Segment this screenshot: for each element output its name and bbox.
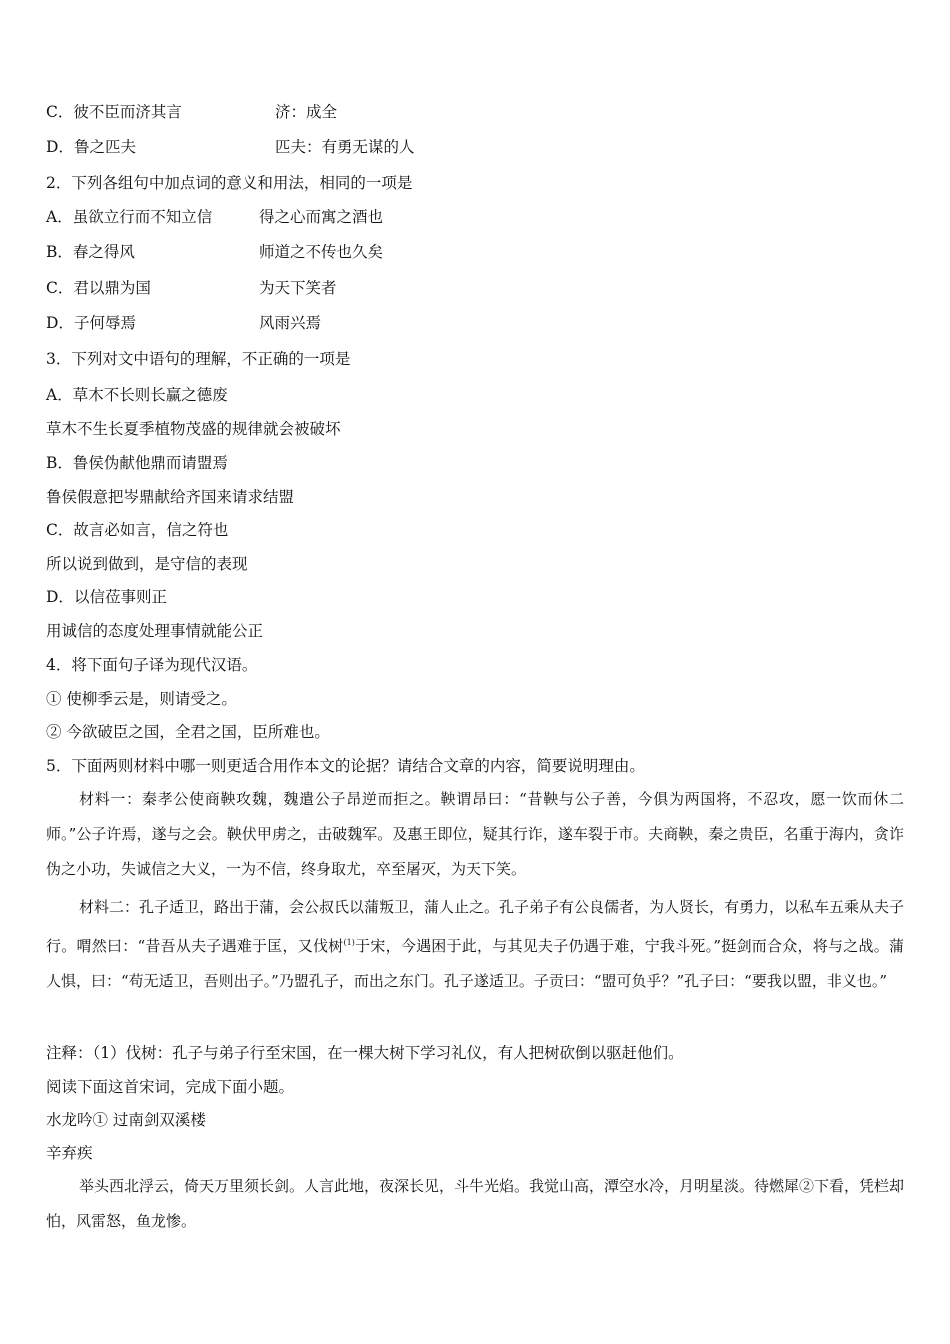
q3-stem: 3．下列对文中语句的理解，不正确的一项是 — [46, 350, 351, 368]
q3-option-b-label: B． — [46, 454, 73, 472]
q2-stem: 2．下列各组句中加点词的意义和用法，相同的一项是 — [46, 174, 413, 192]
q5-material-2-part-b: 于宋，今遇困于此，与其见夫子仍遇于难，宁我斗死。”挺剑而合众，将与之战。蒲人惧，曰：“苟无适卫，吾则出子。”乃盟孔子，而出之东门。孔子遂适卫。子贡曰：“盟可负乎？”孔子曰：“要我以盟，非义也。” — [46, 937, 904, 990]
q3-option-c-text: 故言必如言，信之符也 — [73, 521, 229, 539]
q3-option-a-text: 草木不长则长赢之德废 — [72, 386, 228, 404]
q3-option-a — [46, 385, 228, 405]
q5-material-1: 材料一：秦孝公使商鞅攻魏，魏遣公子昂逆而拒之。鞅谓昂曰：“昔鞅与公子善，今俱为两国将，不忍攻，愿一饮而休二师。”公子许焉，遂与之会。鞅伏甲虏之，击破魏军。及惠王即位，疑其行诈，遂车裂于市。夫商鞅，秦之贵臣，名重于海内，贪诈伪之小功，失诚信之大义，一为不信，终身取尤，卒至屠灭，为天下笑。 — [46, 790, 904, 878]
q1-option-d-label: D． — [46, 138, 74, 156]
q2-option-b-label: B． — [46, 243, 73, 261]
q4-item-2: ② 今欲破臣之国，全君之国，臣所难也。 — [46, 723, 330, 741]
q3-option-d — [46, 587, 167, 607]
q3-option-c-explain: 所以说到做到，是守信的表现 — [46, 555, 248, 573]
poem-body: 举头西北浮云，倚天万里须长剑。人言此地，夜深长见，斗牛光焰。我觉山高，潭空水冷，月明星淡。待燃犀②下看，凭栏却怕，风雷怒，鱼龙惨。 — [46, 1177, 905, 1230]
footnote-marker: (1) — [343, 938, 355, 947]
q4-stem: 4．将下面句子译为现代汉语。 — [46, 656, 258, 674]
poem-title: 水龙吟① 过南剑双溪楼 — [46, 1111, 206, 1129]
q1-option-c-label: C． — [46, 103, 74, 121]
q1-option-c — [46, 102, 338, 122]
q3-option-b-explain: 鲁侯假意把岑鼎献给齐国来请求结盟 — [46, 488, 295, 506]
q3-option-d-text: 以信莅事则正 — [73, 588, 167, 606]
q2-option-d-left: 子何辱焉 — [73, 314, 136, 332]
q5-material-2-part-a: 材料二：孔子适卫，路出于蒲，会公叔氏以蒲叛卫，蒲人止之。孔子弟子有公良儒者，为人贤长，有勇力，以私车五乘从夫子行。喟然曰：“昔吾从夫子遇难于匡，又伐树 — [46, 898, 905, 955]
q3-option-d-explain: 用诚信的态度处理事情就能公正 — [46, 622, 264, 640]
poem-intro: 阅读下面这首宋词，完成下面小题。 — [46, 1078, 295, 1096]
q2-option-c-label: C． — [46, 279, 74, 297]
q2-option-b-right: 师道之不传也久矣 — [259, 243, 384, 261]
q4-item-1: ① 使柳季云是，则请受之。 — [46, 690, 237, 708]
q5-note: 注释：（1）伐树：孔子与弟子行至宋国，在一棵大树下学习礼仪，有人把树砍倒以驱赶他们。 — [46, 1044, 684, 1062]
q2-option-a-right: 得之心而寓之酒也 — [259, 208, 384, 226]
q1-option-d-gloss: 匹夫：有勇无谋的人 — [275, 138, 415, 156]
q2-option-c — [46, 278, 337, 298]
q5-stem: 5．下面两则材料中哪一则更适合用作本文的论据？请结合文章的内容，简要说明理由。 — [46, 757, 645, 775]
q2-option-a — [46, 207, 384, 227]
q1-option-d-text: 鲁之匹夫 — [73, 138, 136, 156]
q3-option-a-explain: 草木不生长夏季植物茂盛的规律就会被破坏 — [46, 420, 341, 438]
q3-option-c-label: C． — [46, 521, 74, 539]
q3-option-c — [46, 520, 228, 540]
q3-option-b — [46, 453, 228, 473]
q1-option-c-gloss: 济：成全 — [275, 103, 338, 121]
poem-author: 辛弃疾 — [46, 1144, 93, 1162]
q2-option-b — [46, 242, 384, 262]
q3-option-b-text: 鲁侯伪献他鼎而请盟焉 — [72, 454, 228, 472]
q2-option-d-right: 风雨兴焉 — [259, 314, 322, 332]
q3-option-d-label: D． — [46, 588, 74, 606]
q5-material-2 — [46, 890, 904, 999]
q2-option-c-right: 为天下笑者 — [259, 279, 337, 297]
q2-option-a-left: 虽欲立行而不知立信 — [72, 208, 213, 226]
q2-option-d-label: D． — [46, 314, 74, 332]
q2-option-c-left: 君以鼎为国 — [73, 279, 151, 297]
q2-option-a-label: A． — [46, 208, 73, 226]
q2-option-b-left: 春之得风 — [72, 243, 135, 261]
q1-option-c-text: 彼不臣而济其言 — [73, 103, 182, 121]
q3-option-a-label: A． — [46, 386, 73, 404]
q1-option-d — [46, 137, 415, 157]
q2-option-d — [46, 313, 322, 333]
